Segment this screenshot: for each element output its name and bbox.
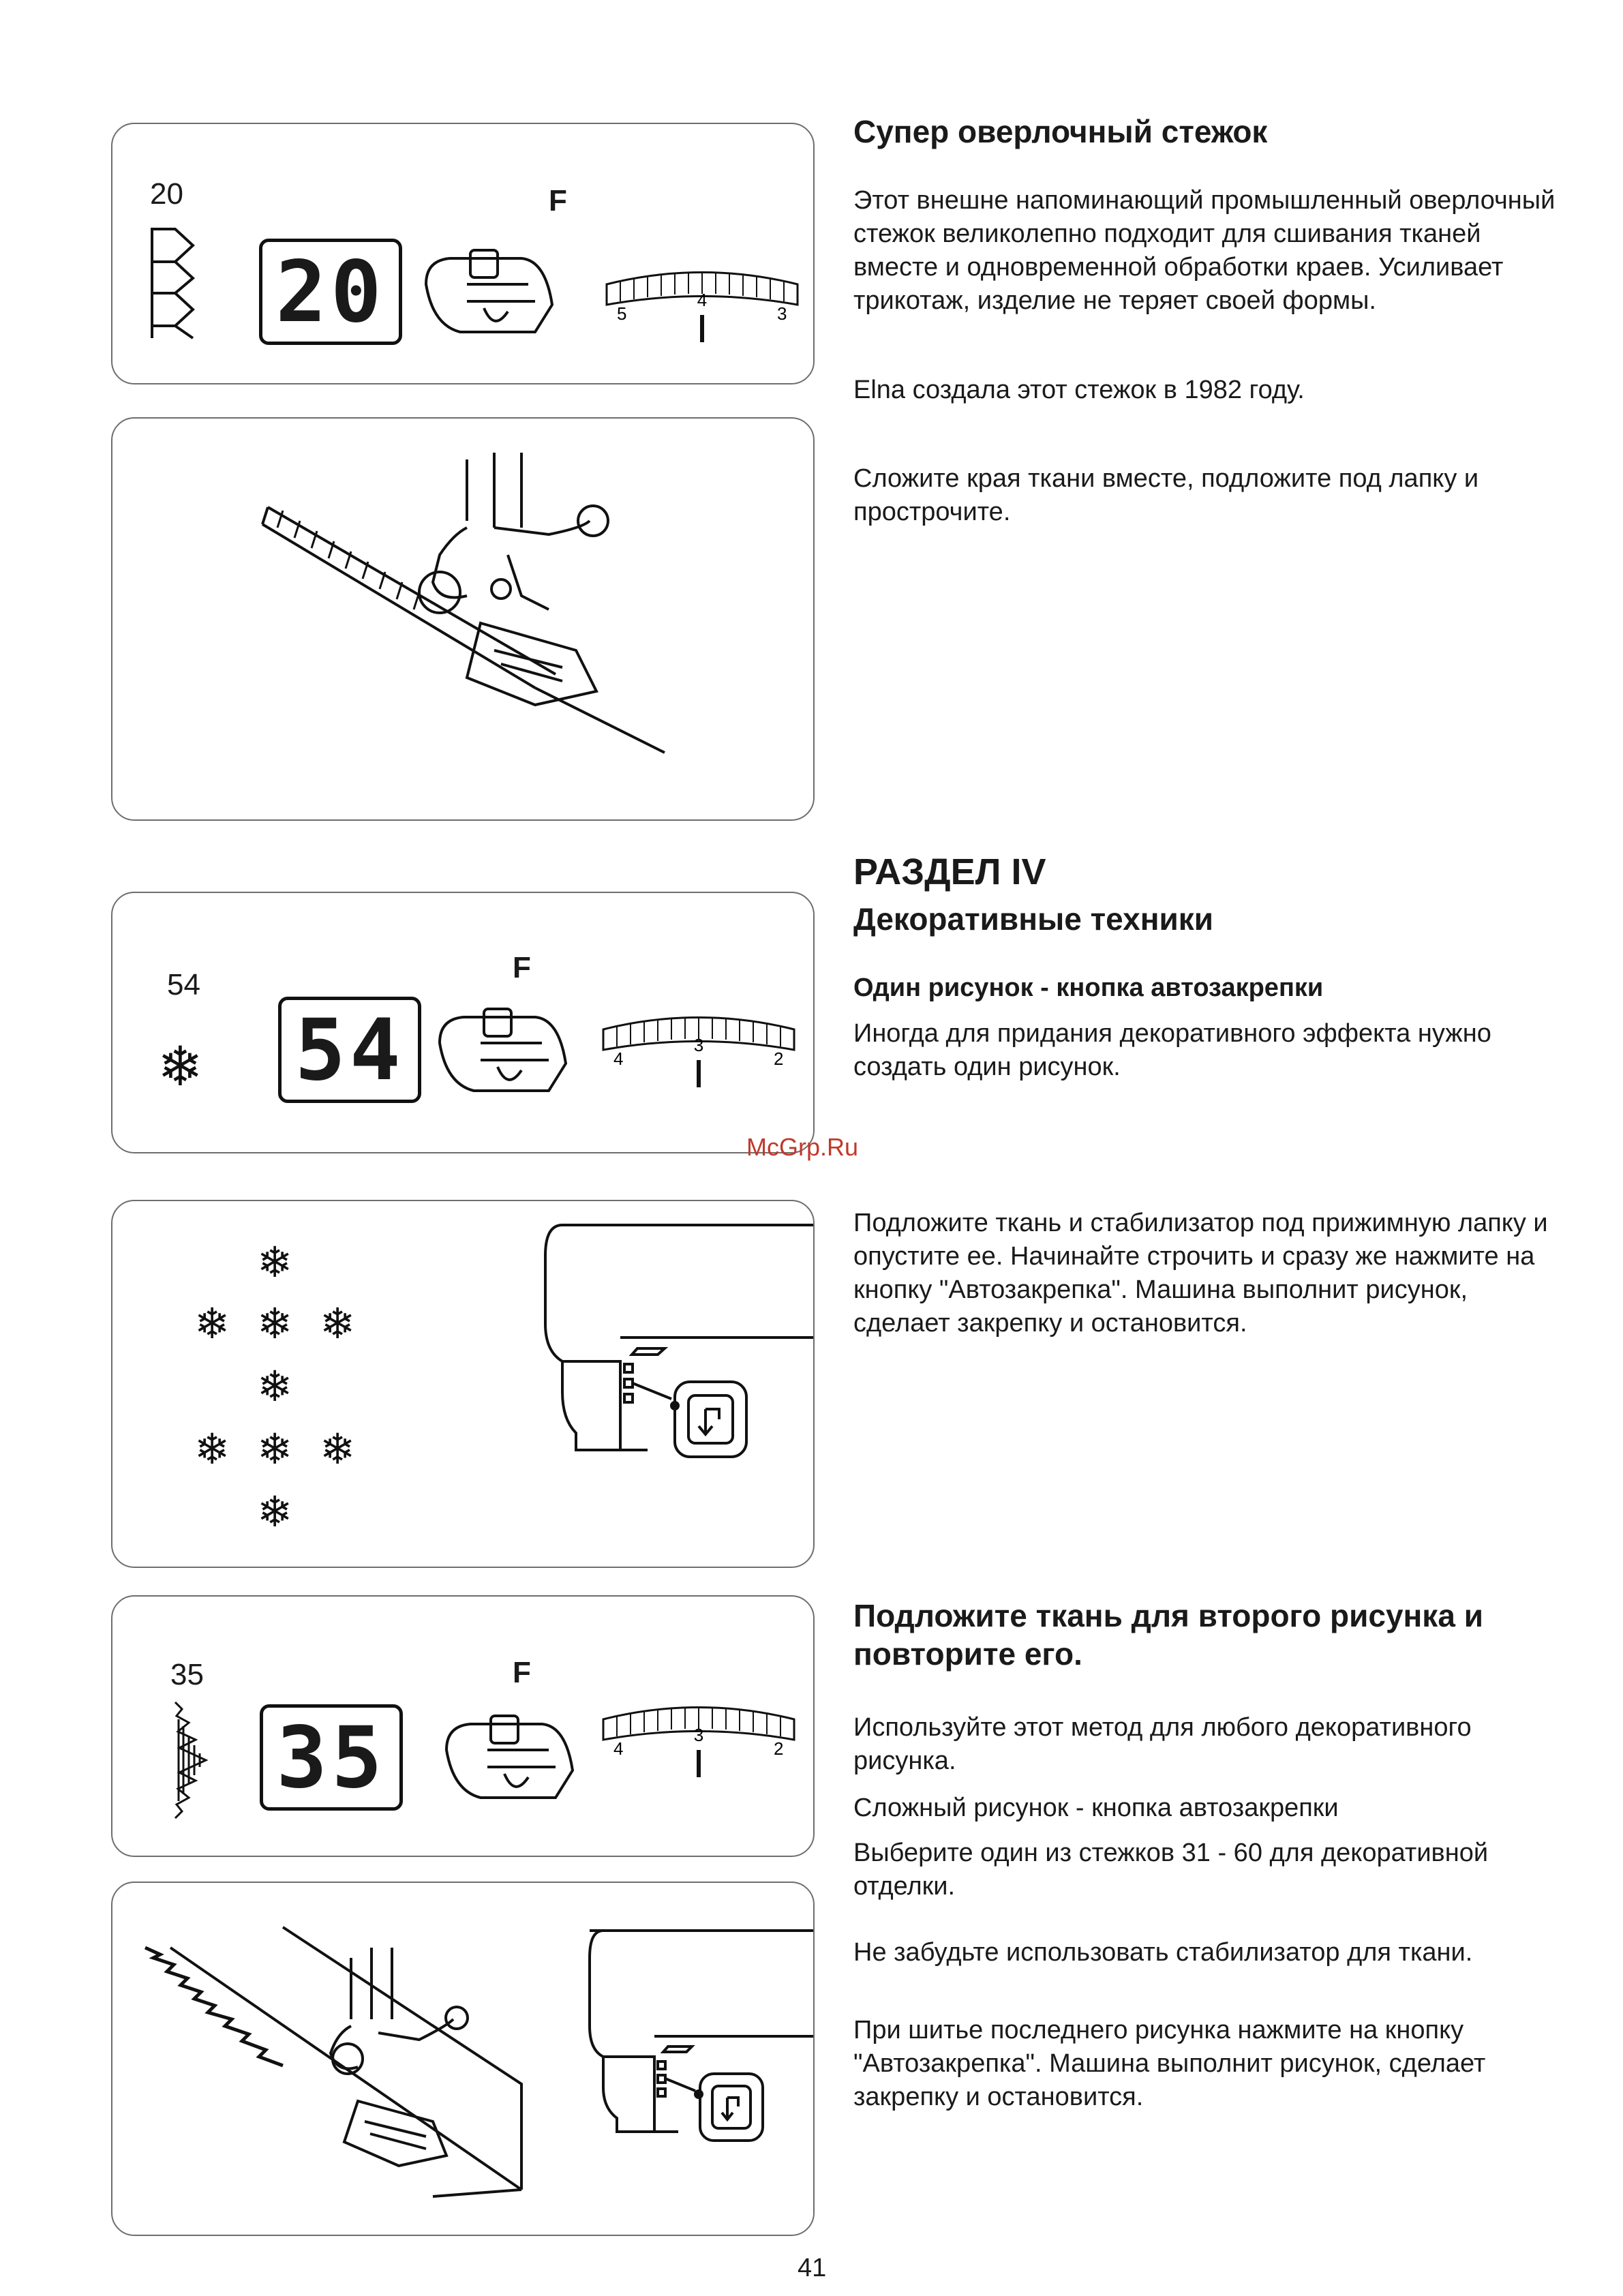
panel-sewing-decorative-illustration	[111, 1882, 815, 2236]
sewing-machine-foot-illustration	[112, 419, 815, 821]
sewing-decorative-stitch-illustration	[112, 1883, 815, 2236]
section-subheading: Декоративные техники	[853, 901, 1214, 937]
lcd-value: 20	[275, 243, 386, 342]
machine-autolock-button-illustration	[535, 1215, 815, 1556]
paragraph-overlock-description	[853, 184, 1562, 318]
para-1: Этот внешне напоминающий промышленный оверлочный стежок великолепно подходит для сшивания тканей вместе и одновременной обработки краев. Усиливает трикотаж, изделие не теряет своей формы.	[853, 186, 1556, 315]
para-3: Сложите края ткани вместе, подложите под лапку и прострочите.	[853, 464, 1479, 526]
dial-center: 3	[693, 1725, 704, 1745]
title-super-overlock: Супер оверлочный стежок	[853, 114, 1268, 149]
page-number: 41	[798, 2254, 827, 2282]
width-dial-icon	[600, 1009, 798, 1091]
paragraph-fold-edges	[853, 462, 1562, 529]
paragraph-stabilizer	[853, 1936, 1562, 1969]
dial-left: 5	[617, 303, 627, 324]
pattern-number: 35	[170, 1658, 204, 1691]
lcd-value: 54	[294, 1001, 405, 1100]
dial-left: 4	[613, 1738, 624, 1759]
snowflake-icon: ❄	[194, 1426, 230, 1473]
paragraph-complex-pattern	[853, 1792, 1562, 1825]
snowflake-icon: ❄	[320, 1426, 355, 1473]
panel-stitch-35	[111, 1595, 815, 1857]
paragraph-last-pattern	[853, 2014, 1562, 2114]
width-dial-icon	[600, 1699, 798, 1781]
pattern-number: 54	[167, 968, 200, 1001]
para-5: Подложите ткань и стабилизатор под прижимную лапку и опустите ее. Начинайте строчить и сразу же нажмите на кнопку "Автозакрепка". Машина выполнит рисунок, сделает закрепку и остановится.	[853, 1209, 1548, 1338]
paragraph-any-decorative	[853, 1711, 1562, 1778]
foot-letter: F	[513, 951, 531, 984]
dial-center: 4	[697, 290, 708, 310]
watermark: McGrp.Ru	[746, 1133, 859, 1161]
snowflake-icon: ❄	[257, 1426, 292, 1473]
paragraph-elna-1982	[853, 374, 1562, 407]
satin-stitch-pattern-icon	[168, 1699, 223, 1822]
para-10: При шитье последнего рисунка нажмите на кнопку "Автозакрепка". Машина выполнит рисунок, сделает закрепку и остановится.	[853, 2016, 1486, 2111]
para-4: Иногда для придания декоративного эффекта нужно создать один рисунок.	[853, 1019, 1491, 1081]
width-dial-icon	[603, 264, 801, 346]
snowflake-icon: ❄	[257, 1363, 292, 1410]
foot-letter: F	[513, 1656, 531, 1689]
pattern-number: 20	[150, 177, 183, 211]
title-second-pattern: Подложите ткань для второго рисунка и повторите его.	[853, 1598, 1483, 1672]
snowflake-icon: ❄	[157, 1036, 204, 1097]
para-7: Сложный рисунок - кнопка автозакрепки	[853, 1794, 1339, 1822]
lcd-value: 35	[276, 1709, 386, 1807]
panel-snowflake-pattern	[111, 1200, 815, 1568]
panel-sewing-overlock-illustration	[111, 417, 815, 821]
presser-foot-icon	[419, 243, 562, 346]
para-6: Используйте этот метод для любого декоративного рисунка.	[853, 1713, 1472, 1775]
lcd-display	[259, 239, 402, 345]
lcd-display	[260, 1704, 403, 1811]
panel-stitch-54	[111, 892, 815, 1153]
dial-right: 2	[774, 1048, 784, 1069]
para-2: Elna создала этот стежок в 1982 году.	[853, 376, 1305, 404]
dial-left: 4	[613, 1048, 624, 1069]
para-8: Выберите один из стежков 31 - 60 для декоративной отделки.	[853, 1839, 1489, 1901]
snowflake-icon: ❄	[257, 1301, 292, 1348]
paragraph-autolock-instructions	[853, 1207, 1562, 1340]
para-9: Не забудьте использовать стабилизатор для ткани.	[853, 1938, 1473, 1967]
presser-foot-icon	[440, 1709, 583, 1811]
lcd-display	[278, 997, 421, 1103]
foot-letter: F	[549, 184, 567, 217]
overlock-stitch-icon	[148, 225, 202, 341]
section-heading: РАЗДЕЛ IV	[853, 851, 1046, 892]
paragraph-choose-stitch	[853, 1837, 1562, 1903]
dial-right: 3	[777, 303, 787, 324]
snowflake-icon: ❄	[320, 1301, 355, 1348]
snowflake-icon: ❄	[257, 1239, 292, 1286]
dial-right: 2	[774, 1738, 784, 1759]
presser-foot-icon	[433, 1002, 576, 1104]
paragraph-single-pattern	[853, 1017, 1562, 1084]
single-pattern-heading: Один рисунок - кнопка автозакрепки	[853, 973, 1324, 1002]
panel-stitch-20	[111, 123, 815, 384]
snowflake-icon: ❄	[257, 1489, 292, 1536]
snowflake-icon: ❄	[194, 1301, 230, 1348]
dial-center: 3	[693, 1035, 704, 1055]
